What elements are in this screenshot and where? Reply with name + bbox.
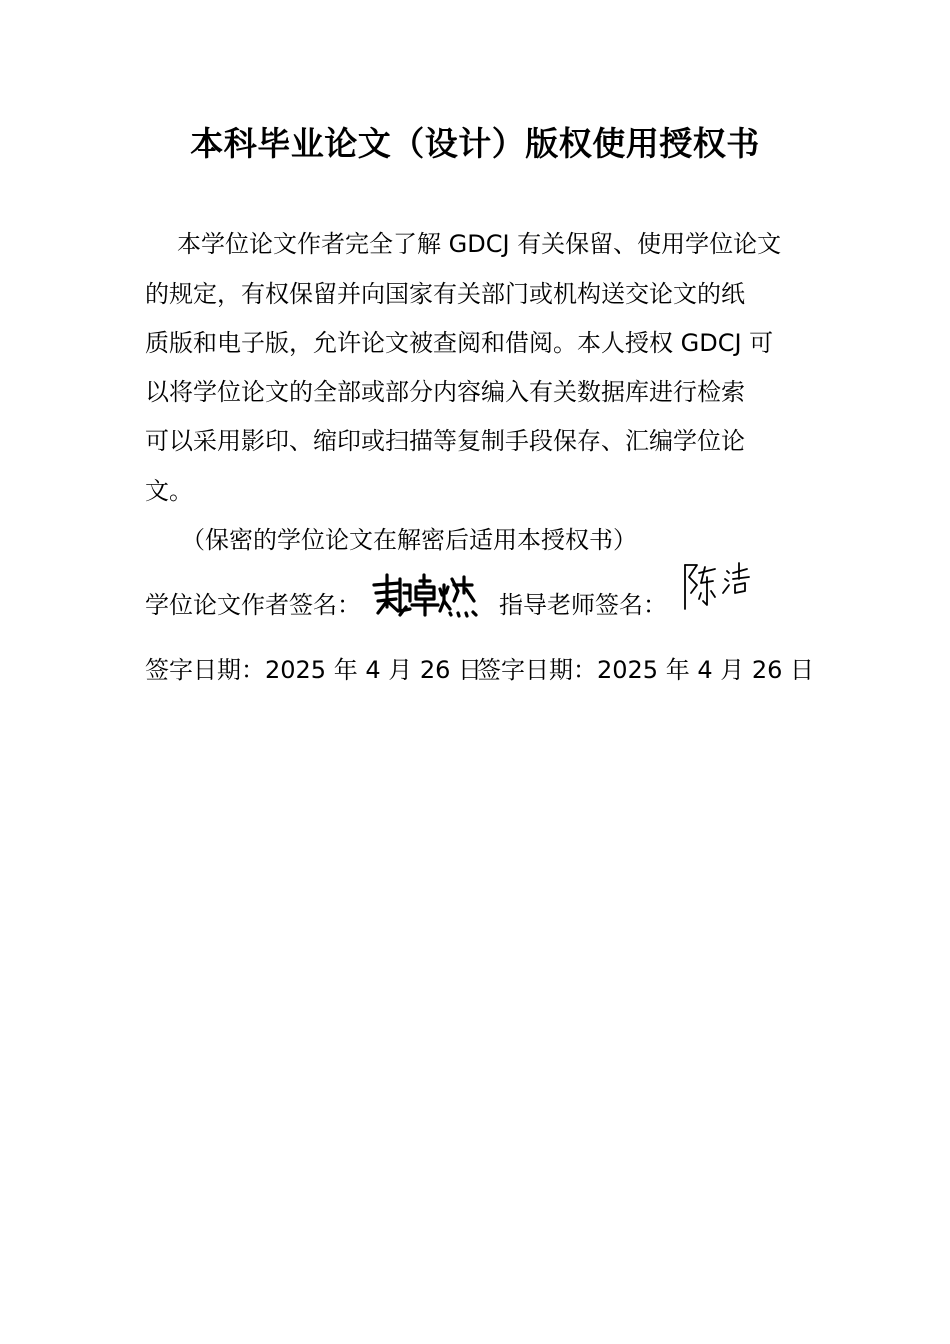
paragraph-line: 文。: [145, 477, 193, 505]
author-signature: [370, 571, 480, 621]
advisor-signature-label: 指导老师签名：: [499, 591, 667, 619]
paragraph-line: 可以采用影印、缩印或扫描等复制手段保存、汇编学位论: [145, 427, 745, 455]
advisor-sign-date: 签字日期：2025 年 4 月 26 日: [477, 656, 815, 684]
paragraph-line: 的规定，有权保留并向国家有关部门或机构送交论文的纸: [145, 280, 745, 308]
author-signature-label: 学位论文作者签名：: [145, 591, 361, 619]
paragraph-line: 质版和电子版，允许论文被查阅和借阅。本人授权 GDCJ 可: [145, 329, 774, 357]
confidential-note: （保密的学位论文在解密后适用本授权书）: [181, 526, 637, 554]
advisor-signature: [675, 559, 755, 614]
paragraph-line: 以将学位论文的全部或部分内容编入有关数据库进行检索: [145, 378, 745, 406]
document-title: 本科毕业论文（设计）版权使用授权书: [190, 124, 760, 163]
author-sign-date: 签字日期：2025 年 4 月 26 日: [145, 656, 483, 684]
paragraph-line: 本学位论文作者完全了解 GDCJ 有关保留、使用学位论文: [177, 230, 782, 258]
